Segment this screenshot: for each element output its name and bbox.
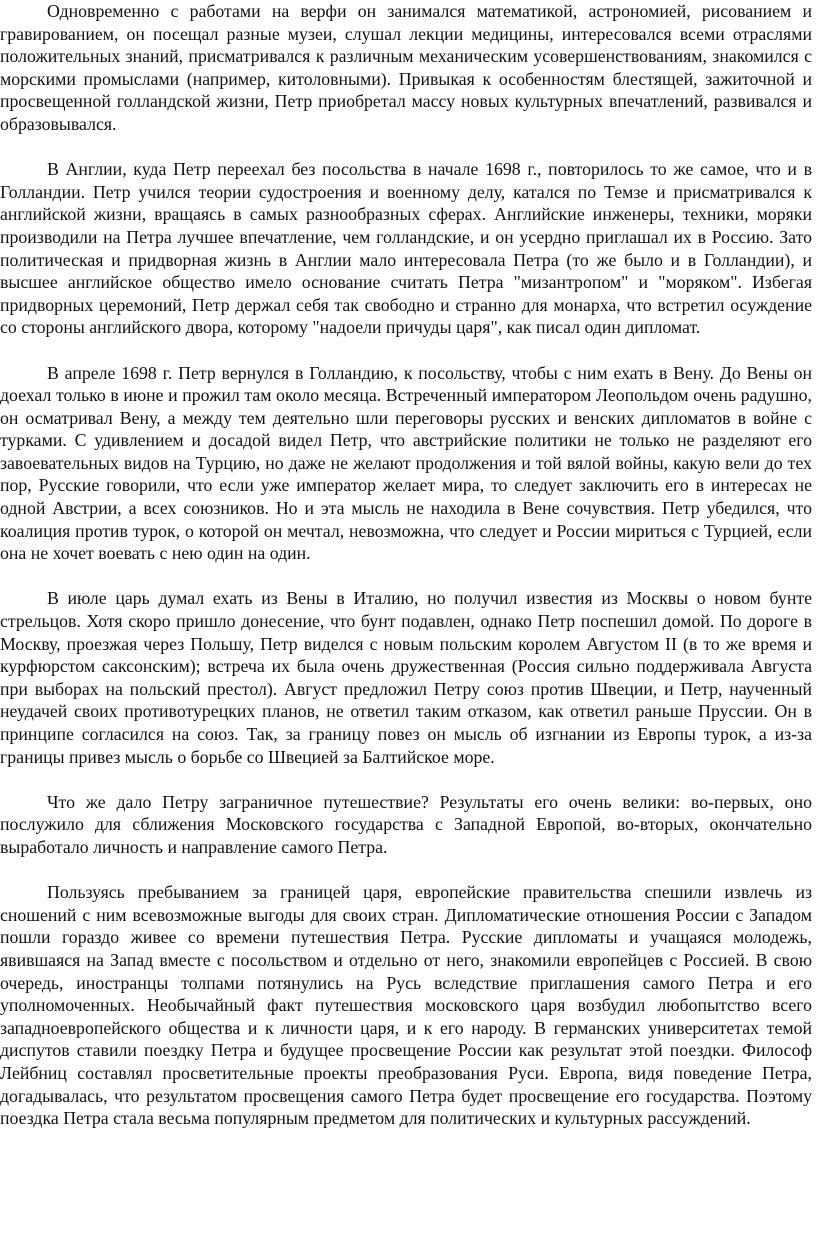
paragraph-2: В Англии, куда Петр переехал без посольства в начале 1698 г., повторилось то же самое, что и в Голландии. Петр учился теории судостроения и военному делу, катался по Темзе и присматривался к английской жизни, вращаясь в самых разнообразных сферах. Английские инженеры, техники, моряки производили на Петра лучшее впечатление, чем голландские, и он усердно приглашал их в Россию. Зато политическая и придворная жизнь в Англии мало интересовала Петра (то же было и в Голландии), и высшее английское общество имело основание считать Петра "мизантропом" и "моряком". Избегая придворных церемоний, Петр держал себя так свободно и странно для монарха, что встретил осуждение со стороны английского двора, которому "надоели причуды царя", как писал один дипломат. [0, 159, 812, 338]
paragraph-6: Пользуясь пребыванием за границей царя, европейские правительства спешили извлечь из сношений с ним всевозможные выгоды для своих стран. Дипломатические отношения России с Западом пошли гораздо живее со времени путешествия Петра. Русские дипломаты и учащаяся молодежь, явившаяся на Запад вместе с посольством и отдельно от него, знакомили европейцев с Россией. В свою очередь, иностранцы толпами потянулись на Русь вследствие приглашения самого Петра и его уполномоченных. Необычайный факт путешествия московского царя возбудил любопытство всего западноевропейского общества и к личности царя, и к его народу. В германских университетах темой диспутов ставили поездку Петра и будущее просвещение России как результат этой поездки. Философ Лейбниц составлял просветительные проекты преобразования Руси. Европа, видя поведение Петра, догадывалась, что результатом просвещения самого Петра будет просвещение его государства. Поэтому поездка Петра стала весьма популярным предметом для политических и культурных рассуждений. [0, 882, 812, 1129]
paragraph-1: Одновременно с работами на верфи он занимался математикой, астрономией, рисованием и гравированием, он посещал разные музеи, слушал лекции медицины, интересовался всеми отраслями положительных знаний, присматривался к различным механическим усовершенствованиям, знакомился с морскими промыслами (например, китоловными). Привыкая к особенностям блестящей, зажиточной и просвещенной голландской жизни, Петр приобретал массу новых культурных впечатлений, развивался и образовывался. [0, 1, 812, 134]
paragraph-5: Что же дало Петру заграничное путешествие? Результаты его очень велики: во-первых, оно послужило для сближения Московского государства с Западной Европой, во-вторых, окончательно выработало личность и направление самого Петра. [0, 791, 812, 857]
paragraph-3: В апреле 1698 г. Петр вернулся в Голландию, к посольству, чтобы с ним ехать в Вену. До Вены он доехал только в июне и прожил там около месяца. Встреченный императором Леопольдом очень радушно, он осматривал Вену, а между тем деятельно шли переговоры русских и венских дипломатов в войне с турками. С удивлением и досадой видел Петр, что австрийские политики не только не разделяют его завоевательных видов на Турцию, но даже не желают продолжения и той вялой войны, какую вели до тех пор, Русские говорили, что если уже император желает мира, то следует заключить его в интересах не одной Австрии, а всех союзников. Но и эта мысль не находила в Вене сочувствия. Петр убедился, что коалиция против турок, о которой он мечтал, невозможна, что следует и России мириться с Турцией, если она не хочет воевать с нею один на один. [0, 362, 812, 564]
paragraph-4: В июле царь думал ехать из Вены в Италию, но получил известия из Москвы о новом бунте стрельцов. Хотя скоро пришло донесение, что бунт подавлен, однако Петр поспешил домой. По дороге в Москву, проезжая через Польшу, Петр виделся с новым польским королем Августом II (в то же время и курфюрстом саксонским); встреча их была очень дружественная (Россия сильно поддерживала Августа при выборах на польский престол). Август предложил Петру союз против Швеции, и Петр, наученный неудачей своих противотурецких планов, не ответил таким отказом, как ответил раньше Пруссии. Он в принципе согласился на союз. Так, за границу повез он мысль об изгнании из Европы турок, а из-за границы привез мысль о борьбе со Швецией за Балтийское море. [0, 588, 812, 767]
